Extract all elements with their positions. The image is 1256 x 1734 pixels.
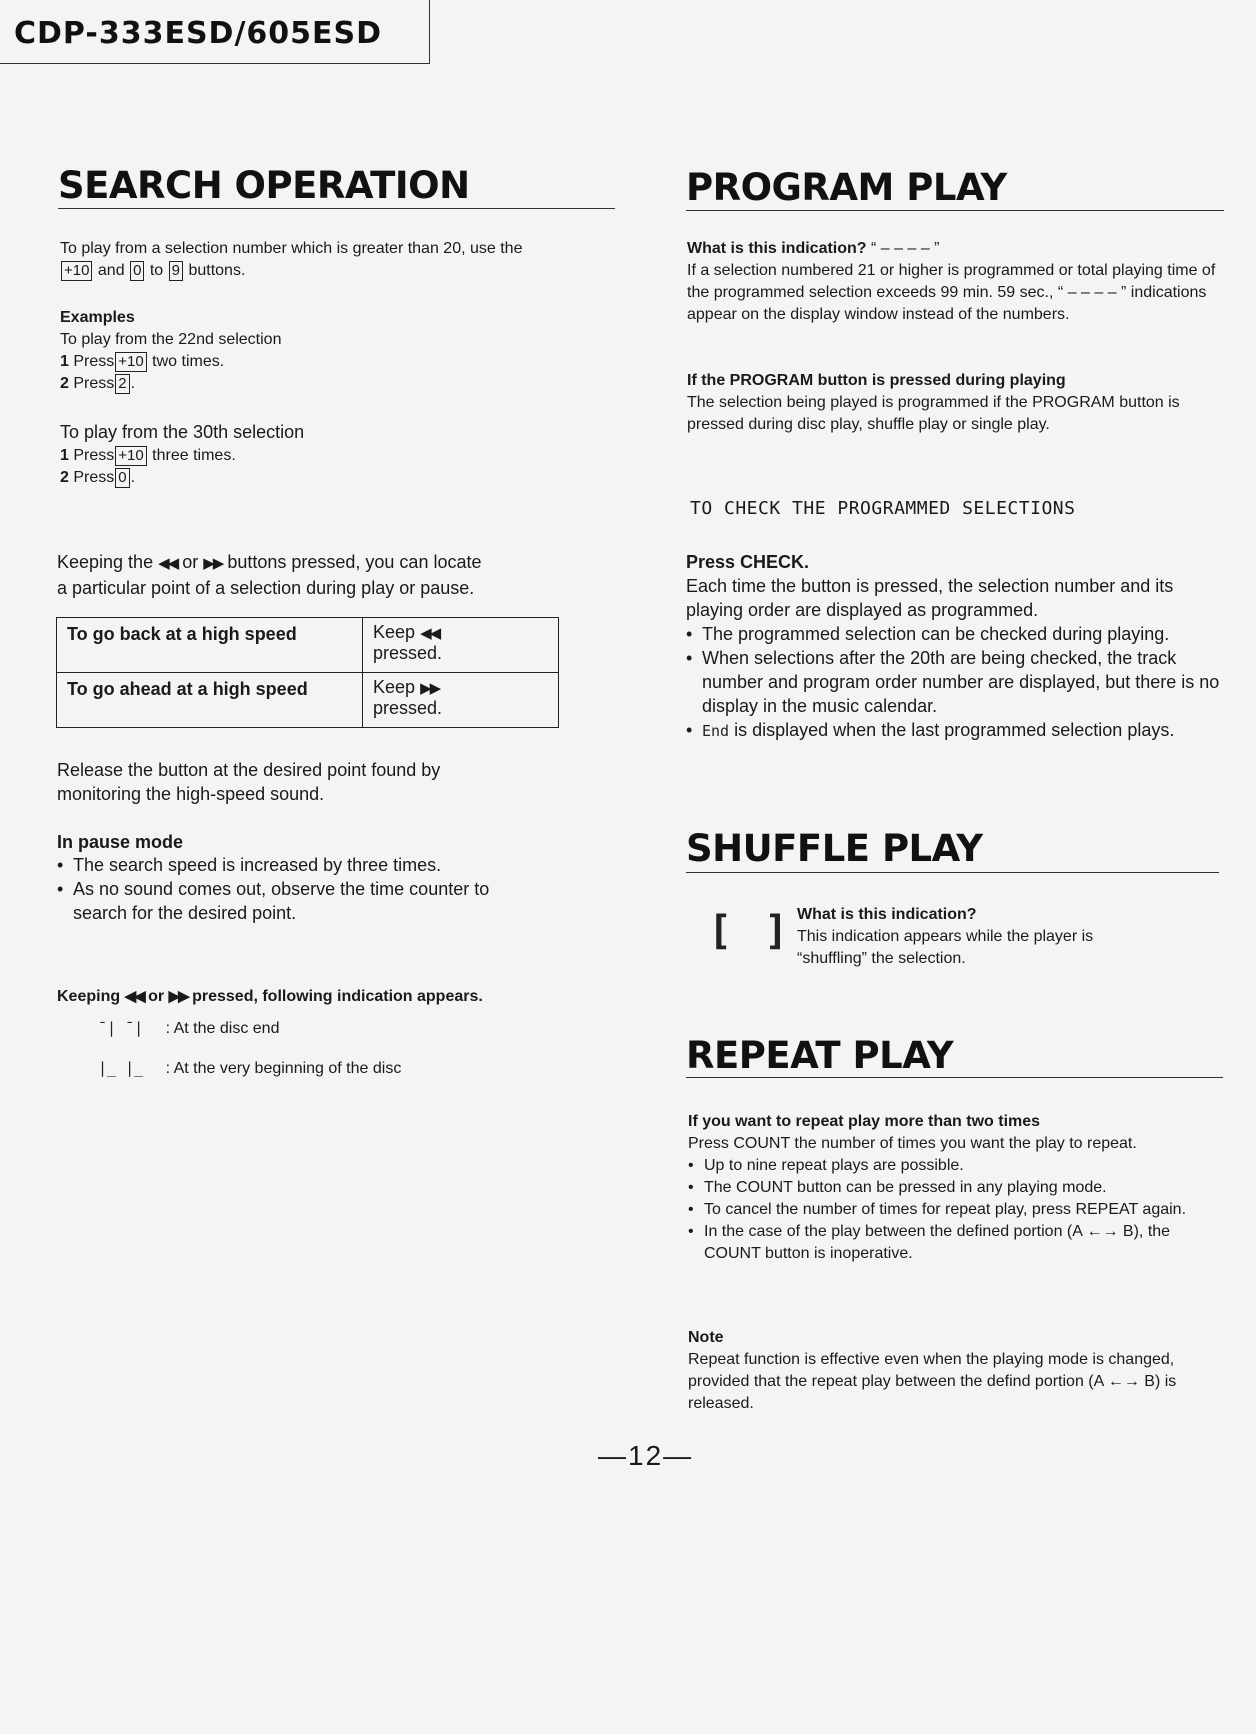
key-plus10: +10: [61, 261, 92, 281]
table-cell-action: To go ahead at a high speed: [57, 673, 363, 728]
list-item: • The COUNT button can be pressed in any playing mode.: [688, 1177, 1228, 1199]
shuffle-title: SHUFFLE PLAY: [686, 827, 983, 870]
examples-heading: Examples: [60, 309, 135, 326]
example2-step1: 1 Press +10 three times.: [60, 447, 236, 464]
repeat-bullets: [688, 1155, 1228, 1265]
pause-bullets: [57, 853, 537, 925]
table-cell-keep: Keep ▶▶ pressed.: [363, 673, 559, 728]
example1-step2: 2 Press 2 .: [60, 375, 136, 392]
list-item: • To cancel the number of times for repeat play, press REPEAT again.: [688, 1199, 1228, 1221]
keeping-paragraph: Keeping the ◀◀ or ▶▶ buttons pressed, you can locate a particular point of a selection during play or pause.: [57, 552, 482, 598]
list-item: • Up to nine repeat plays are possible.: [688, 1155, 1228, 1177]
key-9: 9: [169, 261, 183, 281]
repeat-heading: If you want to repeat play more than two times: [688, 1113, 1041, 1130]
search-title-rule: [58, 208, 615, 209]
table-cell-keep: Keep ◀◀ pressed.: [363, 618, 559, 673]
disc-end-row: ¯| ¯| : At the disc end: [98, 1019, 280, 1037]
list-item: • The programmed selection can be checked during playing.: [686, 622, 1226, 646]
program-title-rule: [686, 210, 1224, 211]
speed-table: [56, 617, 559, 728]
shuffle-segment-display: [ ]: [708, 908, 793, 954]
list-item: • End is displayed when the last programmed selection plays.: [686, 718, 1226, 743]
program-title: PROGRAM PLAY: [686, 166, 1007, 209]
rewind-icon: ◀◀: [158, 555, 178, 572]
release-paragraph: Release the button at the desired point found by monitoring the high-speed sound.: [57, 760, 441, 804]
repeat-body: Press COUNT the number of times you want the play to repeat.: [688, 1135, 1137, 1152]
list-item: • In the case of the play between the defined portion (A ←→ B), the COUNT button is inoperative.: [688, 1221, 1228, 1265]
check-press: Press CHECK.: [686, 552, 810, 572]
fast-forward-icon: ▶▶: [420, 680, 440, 697]
check-body: Each time the button is pressed, the selection number and its playing order are displayed as programmed.: [686, 576, 1174, 620]
disc-begin-row: |_ |_ : At the very beginning of the disc: [98, 1059, 402, 1077]
model-number: CDP-333ESD/605ESD: [14, 16, 383, 51]
table-cell-action: To go back at a high speed: [57, 618, 363, 673]
example1-step1: 1 Press +10 two times.: [60, 353, 225, 370]
table-row: [57, 673, 559, 728]
check-bullets: [686, 622, 1226, 743]
repeat-title-rule: [686, 1077, 1223, 1078]
shuffle-title-rule: [686, 872, 1219, 873]
page-number: —12—: [598, 1440, 694, 1471]
search-title: SEARCH OPERATION: [58, 164, 470, 207]
shuffle-what-paragraph: What is this indication? This indication appears while the player is “shuffling” the selection.: [797, 906, 1094, 967]
disc-end-segment-display: ¯| ¯|: [98, 1019, 144, 1037]
rewind-icon: ◀◀: [420, 625, 440, 642]
program-pressed-paragraph: If the PROGRAM button is pressed during playing The selection being played is programmed if the PROGRAM button is pressed during disc play, shuffle play or single play.: [687, 372, 1180, 433]
check-heading: TO CHECK THE PROGRAMMED SELECTIONS: [690, 498, 1076, 519]
list-item: • When selections after the 20th are being checked, the track number and program order number are displayed, but there is no display in the music calendar.: [686, 646, 1226, 718]
rewind-icon: ◀◀: [124, 988, 144, 1005]
fast-forward-icon: ▶▶: [168, 988, 188, 1005]
program-what-paragraph: What is this indication? “ – – – – ” If a selection numbered 21 or higher is programmed or total playing time of the programmed selection exceeds 99 min. 59 sec., “ – – – – ” indications appear on the display window instead of the numbers.: [687, 240, 1216, 323]
example1-title: To play from the 22nd selection: [60, 331, 282, 348]
example2-title: To play from the 30th selection: [60, 422, 305, 442]
search-intro: To play from a selection number which is greater than 20, use the +10 and 0 to 9 buttons.: [60, 240, 523, 279]
disc-begin-segment-display: |_ |_: [98, 1059, 144, 1077]
list-item: • The search speed is increased by three times.: [57, 853, 537, 877]
end-segment-display: End: [702, 722, 730, 740]
table-row: [57, 618, 559, 673]
example2-step2: 2 Press 0 .: [60, 469, 136, 486]
fast-forward-icon: ▶▶: [203, 555, 223, 572]
list-item: • As no sound comes out, observe the time counter to search for the desired point.: [57, 877, 537, 925]
indication-heading: Keeping ◀◀ or ▶▶ pressed, following indication appears.: [57, 988, 483, 1005]
repeat-title: REPEAT PLAY: [686, 1034, 954, 1077]
key-0: 0: [130, 261, 144, 281]
note-heading: Note: [688, 1329, 724, 1346]
pause-heading: In pause mode: [57, 832, 184, 852]
note-body: Repeat function is effective even when the playing mode is changed, provided that the repeat play between the defind portion (A ←→ B) is released.: [688, 1351, 1177, 1412]
